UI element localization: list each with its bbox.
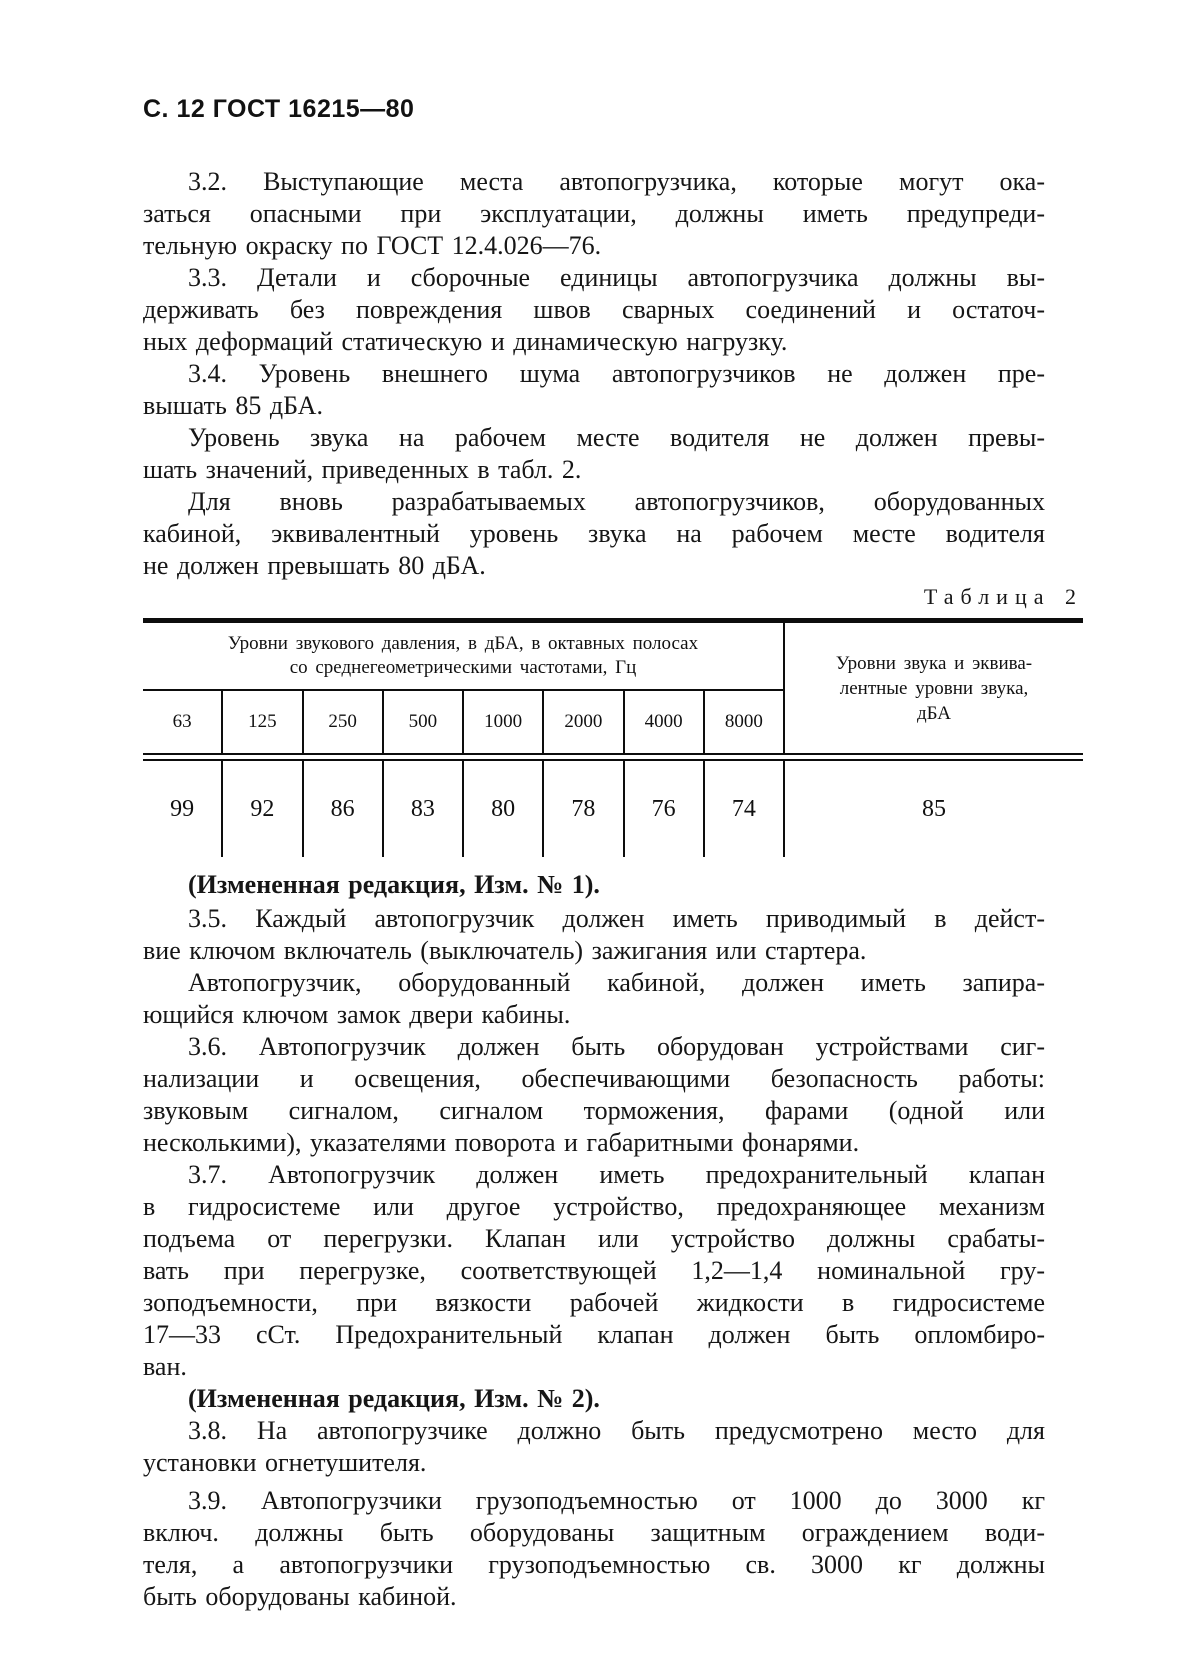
- paragraph: [143, 1485, 1045, 1613]
- text-blocks-after-table: [143, 869, 1045, 1613]
- level-value-cell: 78: [542, 761, 622, 857]
- page-header: С. 12 ГОСТ 16215—80: [143, 95, 415, 123]
- paragraph-line: 17—33 сСт. Предохранительный клапан должен быть опломбиро-: [143, 1320, 1045, 1349]
- paragraph-line: ющийся ключом замок двери кабины.: [143, 1000, 571, 1029]
- paragraph-line: в гидросистеме или другое устройство, предохраняющее механизм: [143, 1192, 1045, 1221]
- paragraph: [143, 166, 1045, 262]
- table-double-rule: [143, 753, 1083, 761]
- paragraph-line: Уровень звука на рабочем месте водителя не должен превы-: [188, 423, 1045, 452]
- paragraph-line: 3.3. Детали и сборочные единицы автопогрузчика должны вы-: [188, 263, 1045, 292]
- paragraph: [143, 1383, 1045, 1415]
- paragraph: [143, 262, 1045, 358]
- paragraph: [143, 486, 1045, 582]
- paragraph: [143, 1159, 1045, 1383]
- table-label: Таблица 2: [923, 584, 1083, 609]
- frequency-header-row: [143, 691, 783, 753]
- paragraph-line: вать при перегрузке, соответствующей 1,2—1,4 номинальной гру-: [143, 1256, 1045, 1285]
- paragraph-line: ных деформаций статическую и динамическую нагрузку.: [143, 327, 788, 356]
- paragraph-line: тельную окраску по ГОСТ 12.4.026—76.: [143, 231, 602, 260]
- paragraph-line: звуковым сигналом, сигналом торможения, фарами (одной или: [143, 1096, 1045, 1125]
- paragraph-line: несколькими), указателями поворота и габаритными фонарями.: [143, 1128, 860, 1157]
- header-line: лентные уровни звука,: [839, 677, 1029, 699]
- paragraph: [143, 903, 1045, 967]
- text-blocks-before-table: [143, 166, 1045, 582]
- paragraph: [143, 422, 1045, 486]
- paragraph-line: нализации и освещения, обеспечивающими безопасность работы:: [143, 1064, 1045, 1093]
- level-value-cell: 92: [221, 761, 301, 857]
- paragraph-line: ван.: [143, 1352, 187, 1381]
- paragraph-line: 3.6. Автопогрузчик должен быть оборудован устройствами сиг-: [188, 1032, 1045, 1061]
- paragraph-line: Для вновь разрабатываемых автопогрузчиков, оборудованных: [188, 487, 1045, 516]
- paragraph-line: установки огнетушителя.: [143, 1448, 427, 1477]
- paragraph-line: шать значений, приведенных в табл. 2.: [143, 455, 582, 484]
- paragraph-line: 3.5. Каждый автопогрузчик должен иметь приводимый в дейст-: [188, 904, 1045, 933]
- frequency-header-cell: 1000: [462, 691, 542, 753]
- right-column-header-text: [836, 651, 1032, 726]
- paragraph-line: не должен превышать 80 дБА.: [143, 551, 486, 580]
- paragraph-line: вышать 85 дБА.: [143, 391, 323, 420]
- paragraph-line: Автопогрузчик, оборудованный кабиной, должен иметь запира-: [188, 968, 1045, 997]
- frequency-header-cell: 125: [221, 691, 301, 753]
- frequency-header-cell: 63: [172, 711, 192, 732]
- paragraph-line: быть оборудованы кабиной.: [143, 1582, 457, 1611]
- level-value-cell: 74: [703, 761, 783, 857]
- level-value-cell: 99: [170, 796, 195, 822]
- paragraph-line: 3.2. Выступающие места автопогрузчика, которые могут ока-: [188, 167, 1045, 196]
- overall-level-cell: 85: [783, 761, 1083, 857]
- level-value-cell: 86: [302, 761, 382, 857]
- sound-pressure-values: [143, 761, 783, 857]
- paragraph-line: вие ключом включатель (выключатель) зажигания или стартера.: [143, 936, 867, 965]
- paragraph-line: зоподъемности, при вязкости рабочей жидкости в гидросистеме: [143, 1288, 1045, 1317]
- table-group-header-line1: Уровни звукового давления, в дБА, в октавных полосах: [227, 633, 699, 654]
- header-line: дБА: [916, 702, 952, 724]
- paragraph-line: (Измененная редакция, Изм. № 2).: [188, 1384, 600, 1413]
- paragraph-line: кабиной, эквивалентный уровень звука на рабочем месте водителя: [143, 519, 1045, 548]
- page-content: [143, 166, 1083, 1613]
- table-header: [143, 623, 1083, 753]
- paragraph-line: теля, а автопогрузчики грузоподъемностью св. 3000 кг должны: [143, 1550, 1045, 1579]
- paragraph: [143, 967, 1045, 1031]
- frequency-header-cell: 250: [302, 691, 382, 753]
- frequency-header-cell: 4000: [623, 691, 703, 753]
- frequency-header-cell: 2000: [542, 691, 622, 753]
- frequency-header-cell: 500: [382, 691, 462, 753]
- table-group-header-line2: со среднегеометрическими частотами, Гц: [289, 657, 637, 678]
- paragraph-line: 3.4. Уровень внешнего шума автопогрузчиков не должен пре-: [188, 359, 1045, 388]
- right-column-header: [783, 623, 1083, 753]
- paragraph-line: заться опасными при эксплуатации, должны иметь предупреди-: [143, 199, 1045, 228]
- paragraph-line: (Измененная редакция, Изм. № 1).: [188, 870, 600, 899]
- table-group-header: [143, 623, 783, 691]
- paragraph-line: 3.7. Автопогрузчик должен иметь предохранительный клапан: [188, 1160, 1045, 1189]
- paragraph: [143, 1415, 1045, 1479]
- table-2: [143, 618, 1083, 857]
- level-value-cell: 83: [382, 761, 462, 857]
- level-value-cell: 80: [462, 761, 542, 857]
- level-value-cell: 76: [623, 761, 703, 857]
- paragraph: [143, 1031, 1045, 1159]
- paragraph-line: 3.8. На автопогрузчике должно быть предусмотрено место для: [188, 1416, 1045, 1445]
- paragraph-line: держивать без повреждения швов сварных соединений и остаточ-: [143, 295, 1045, 324]
- table-header-left-section: [143, 623, 783, 753]
- header-line: Уровни звука и эквива-: [835, 652, 1033, 674]
- paragraph-line: включ. должны быть оборудованы защитным ограждением води-: [143, 1518, 1045, 1547]
- paragraph: [143, 869, 1045, 901]
- table-data-row: [143, 761, 1083, 857]
- paragraph-line: 3.9. Автопогрузчики грузоподъемностью от 1000 до 3000 кг: [188, 1486, 1045, 1515]
- paragraph-line: подъема от перегрузки. Клапан или устройство должны срабаты-: [143, 1224, 1045, 1253]
- paragraph: [143, 358, 1045, 422]
- frequency-header-cell: 8000: [703, 691, 783, 753]
